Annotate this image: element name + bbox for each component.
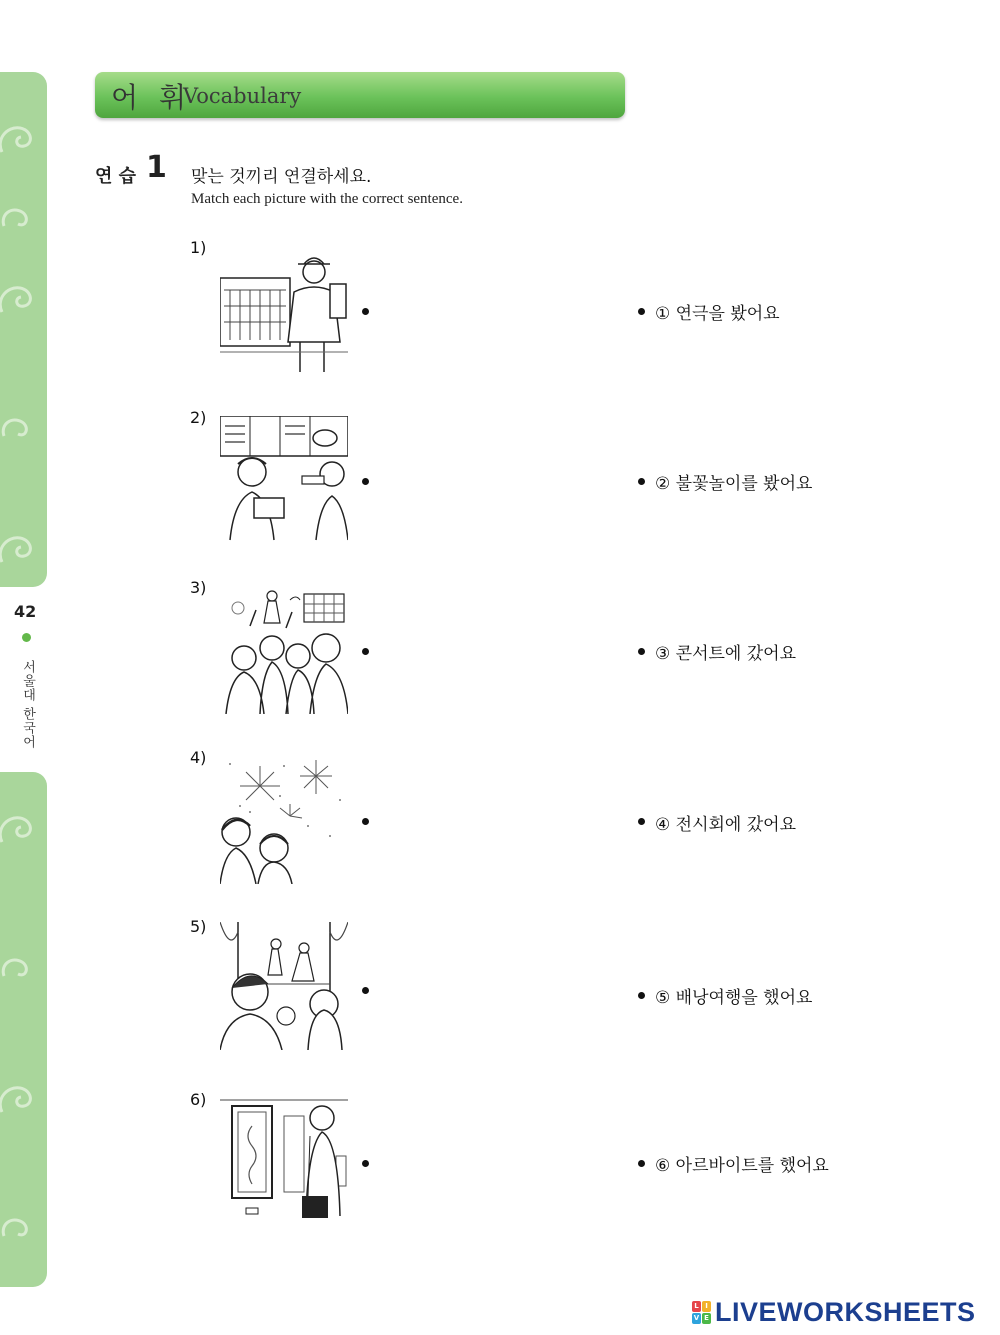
exercise-label: 연 습 [95, 166, 137, 187]
match-dot-left[interactable] [362, 648, 369, 655]
page-marker-dot [22, 633, 31, 642]
side-decoration-bottom [0, 772, 47, 1287]
swirl-ornament-icon [0, 1202, 46, 1254]
answer-option: ① 연극을 봤어요 [655, 304, 780, 324]
match-dot-right[interactable] [638, 648, 645, 655]
item-number: 3) [190, 578, 207, 597]
answer-option: ② 불꽃놀이를 봤어요 [655, 474, 813, 494]
instruction-en: Match each picture with the correct sentence. [191, 191, 463, 207]
section-title-en: Vocabulary [183, 84, 302, 108]
swirl-ornament-icon [0, 272, 46, 324]
swirl-ornament-icon [0, 522, 46, 574]
book-title: 서울대 한국어 [20, 660, 35, 750]
answer-option: ④ 전시회에 갔어요 [655, 815, 797, 835]
concert-crowd-illustration [220, 586, 348, 714]
match-dot-left[interactable] [362, 987, 369, 994]
swirl-ornament-icon [0, 192, 46, 244]
page-number: 42 [14, 602, 37, 621]
match-dot-left[interactable] [362, 308, 369, 315]
side-decoration-top [0, 72, 47, 587]
liveworksheets-brand: LIVEWORKSHEETS [715, 1296, 976, 1327]
swirl-ornament-icon [0, 942, 46, 994]
liveworksheets-logo-icon: L I V E [692, 1301, 711, 1324]
instruction-ko: 맞는 것끼리 연결하세요. [191, 167, 372, 187]
item-number: 6) [190, 1090, 207, 1109]
section-title-ko: 어 휘 [111, 81, 192, 114]
backpacker-colosseum-illustration [220, 248, 348, 376]
match-dot-right[interactable] [638, 992, 645, 999]
item-number: 4) [190, 748, 207, 767]
item-number: 2) [190, 408, 207, 427]
section-header [95, 72, 625, 118]
match-dot-left[interactable] [362, 478, 369, 485]
swirl-ornament-icon [0, 402, 46, 454]
match-dot-right[interactable] [638, 818, 645, 825]
match-dot-right[interactable] [638, 1160, 645, 1167]
match-dot-left[interactable] [362, 1160, 369, 1167]
answer-option: ⑤ 배낭여행을 했어요 [655, 988, 813, 1008]
fastfood-cashier-illustration [220, 416, 348, 544]
art-gallery-illustration [220, 1096, 348, 1224]
answer-option: ⑥ 아르바이트를 했어요 [655, 1156, 829, 1176]
swirl-ornament-icon [0, 112, 46, 164]
match-dot-right[interactable] [638, 308, 645, 315]
match-dot-right[interactable] [638, 478, 645, 485]
liveworksheets-logo [692, 1296, 976, 1328]
answer-option: ③ 콘서트에 갔어요 [655, 644, 797, 664]
match-dot-left[interactable] [362, 818, 369, 825]
swirl-ornament-icon [0, 802, 46, 854]
item-number: 1) [190, 238, 207, 257]
theater-stage-illustration [220, 922, 348, 1050]
exercise-number: 1 [146, 150, 167, 185]
swirl-ornament-icon [0, 1072, 46, 1124]
item-number: 5) [190, 917, 207, 936]
fireworks-illustration [220, 756, 348, 884]
